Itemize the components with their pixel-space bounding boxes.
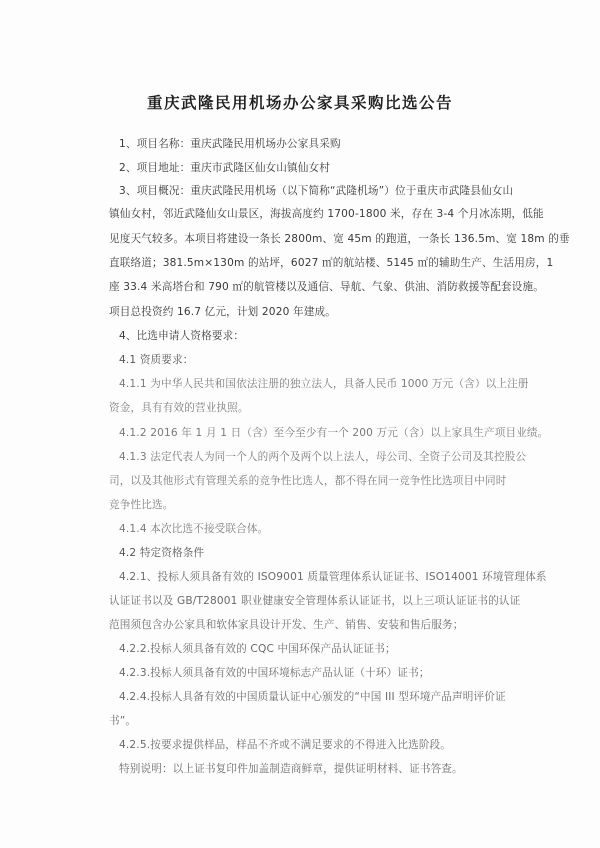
clause-4-2-3: 4.2.3.投标人须具备有效的中国环境标志产品认证（十环）证书； — [119, 667, 430, 679]
clause-4-1-3-cont: 司，以及其他形式有管理关系的竞争性比选人，都不得在同一竞争性比选项目中同时 — [109, 475, 507, 487]
document-title: 重庆武隆民用机场办公家具采购比选公告 — [146, 94, 453, 112]
clause-4-1-4: 4.1.4 本次比选不接受联合体。 — [119, 523, 269, 535]
overview-line: 直联络道；381.5m×130m 的站坪，6027 ㎡的航站楼、5145 ㎡的辅助生产、生活用房，1 — [109, 257, 554, 269]
special-note: 特别说明：以上证书复印件加盖制造商鲜章，提供证明材料、证书答查。 — [119, 763, 463, 775]
clause-4-2-4-cont: 书”。 — [109, 715, 137, 727]
section-4-2-heading: 4.2 特定资格条件 — [119, 547, 205, 559]
clause-4-2-1-cont: 范围须包含办公家具和软体家具设计开发、生产、销售、安装和售后服务； — [109, 619, 464, 631]
overview-line: 见度天气较多。本项目将建设一条长 2800m、宽 45m 的跑道，一条长 136.5m、宽 18m 的垂 — [109, 233, 570, 245]
clause-4-2-2: 4.2.2.投标人须具备有效的 CQC 中国环保产品认证证书； — [119, 643, 396, 655]
item-project-overview: 3、项目概况：重庆武隆民用机场（以下简称“武隆机场”）位于重庆市武隆县仙女山 — [119, 185, 514, 197]
clause-4-1-3: 4.1.3 法定代表人为同一个人的两个及两个以上法人，母公司、全资子公司及其控股公 — [119, 451, 527, 463]
overview-line: 座 33.4 米高塔台和 790 ㎡的航管楼以及通信、导航、气象、供油、消防救援等配套设施。 — [109, 281, 544, 293]
clause-4-2-5: 4.2.5.按要求提供样品，样品不齐或不满足要求的不得进入比选阶段。 — [119, 739, 452, 751]
clause-4-2-1: 4.2.1、投标人须具备有效的 ISO9001 质量管理体系认证证书、ISO14001 环境管理体系 — [119, 571, 547, 583]
item-project-name: 1、项目名称：重庆武隆民用机场办公家具采购 — [119, 138, 341, 150]
item-project-address: 2、项目地址：重庆市武隆区仙女山镇仙女村 — [119, 162, 331, 174]
clause-4-2-4: 4.2.4.投标人具备有效的中国质量认证中心颁发的“中国 III 型环境产品声明评价证 — [119, 691, 506, 703]
clause-4-2-1-cont: 认证证书以及 GB/T28001 职业健康安全管理体系认证证书，以上三项认证证书的认证 — [109, 595, 521, 607]
section-4-1-heading: 4.1 资质要求： — [119, 354, 194, 366]
clause-4-1-1-cont: 资金，具有有效的营业执照。 — [109, 402, 249, 414]
clause-4-1-1: 4.1.1 为中华人民共和国依法注册的独立法人，具备人民币 1000 万元（含）以上注册 — [119, 378, 529, 390]
clause-4-1-3-cont: 竞争性比选。 — [109, 499, 174, 511]
item-qualification-heading: 4、比选申请人资格要求： — [119, 330, 245, 342]
clause-4-1-2: 4.1.2 2016 年 1 月 1 日（含）至今至少有一个 200 万元（含）以上家具生产项目业绩。 — [119, 427, 549, 439]
overview-line: 项目总投资约 16.7 亿元，计划 2020 年建成。 — [109, 306, 336, 318]
overview-line: 镇仙女村，邻近武隆仙女山景区，海拔高度约 1700-1800 米，存在 3-4 个月冰冻期，低能 — [109, 208, 544, 220]
